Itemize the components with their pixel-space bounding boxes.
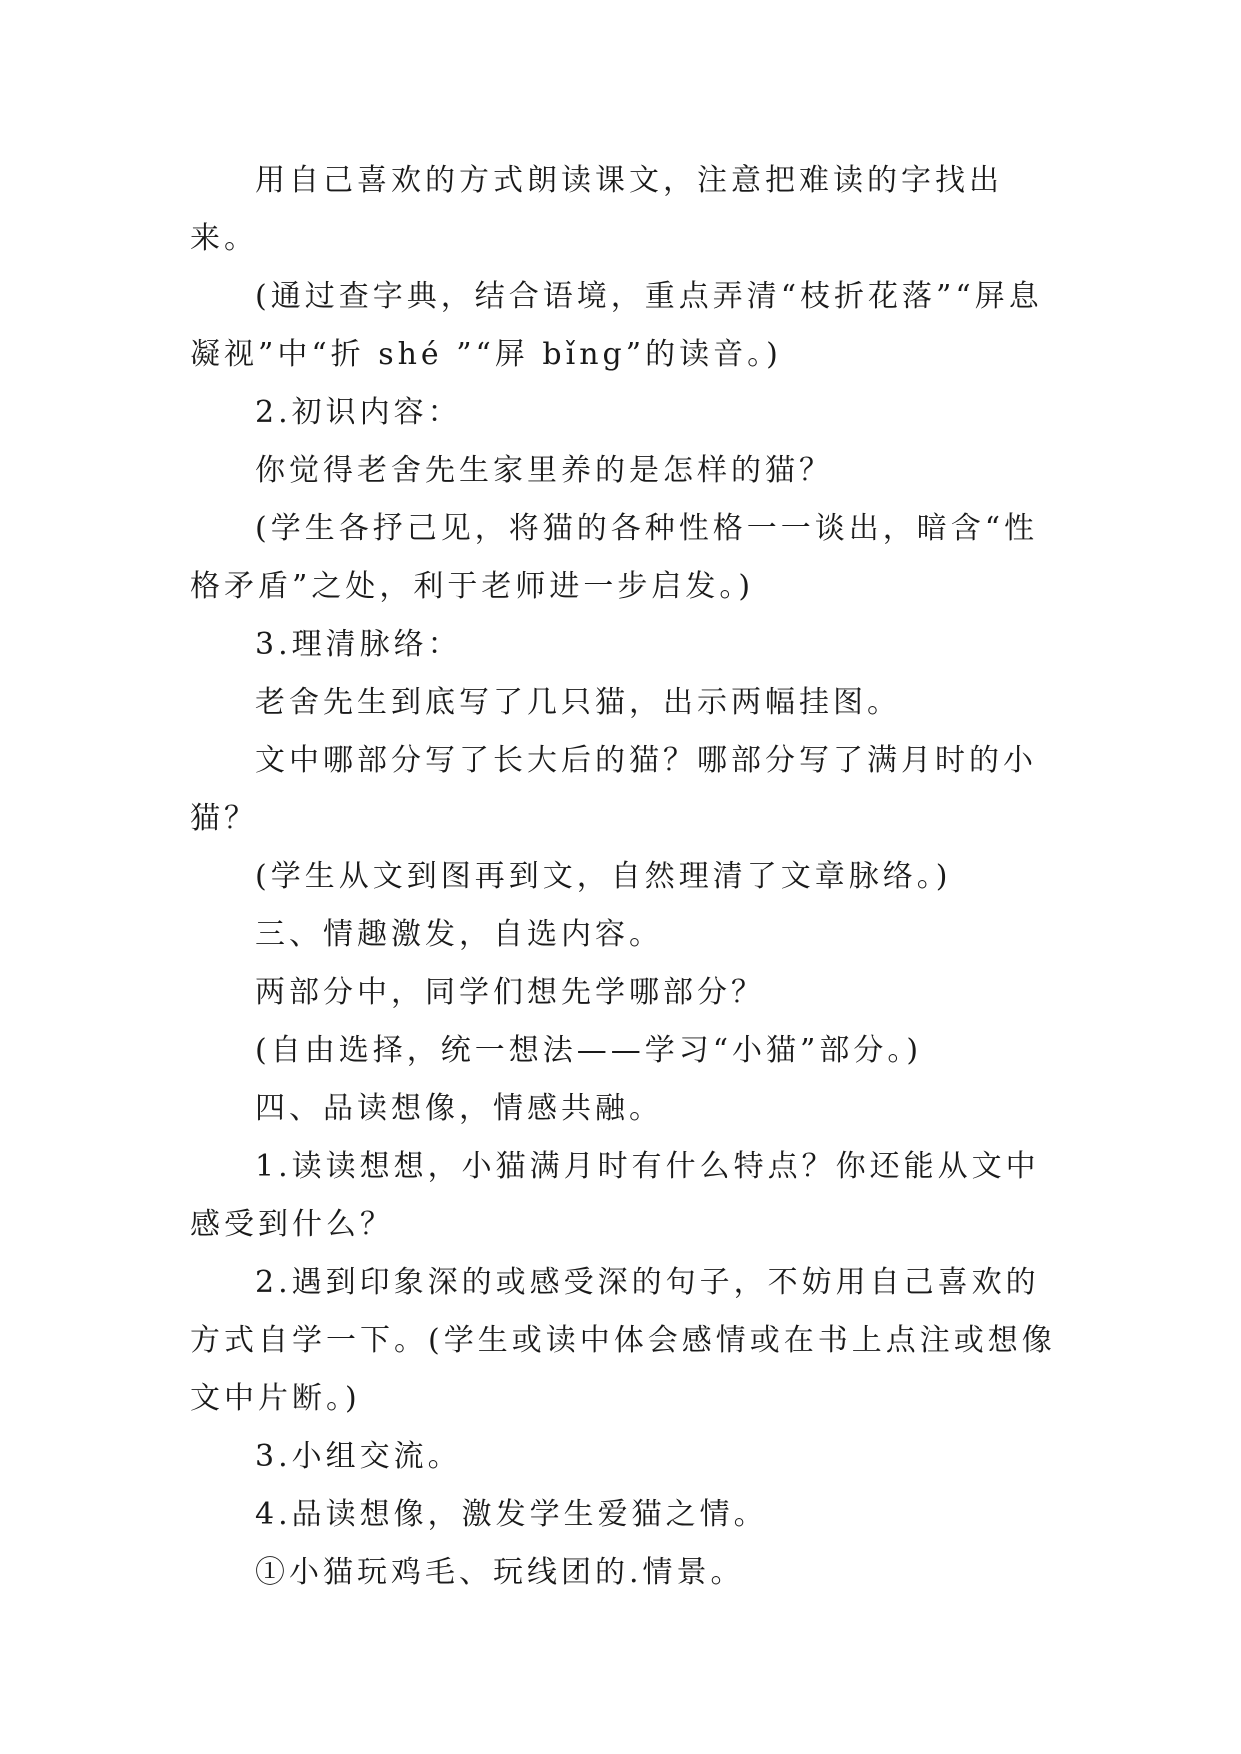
paragraph-how-many-cats: 老舍先生到底写了几只猫，出示两幅挂图。 — [255, 685, 901, 720]
paragraph-free-choice-note: (自由选择，统一想法——学习“小猫”部分。) — [255, 1033, 923, 1068]
paragraph-item-2: 2.遇到印象深的或感受深的句子，不妨用自己喜欢的方式自学一下。(学生或读中体会感情或在书上点注或想像文中片断。) — [190, 1265, 1056, 1416]
paragraph-item-4: 4.品读想像，激发学生爱猫之情。 — [255, 1497, 768, 1532]
paragraph-pronunciation-note: (通过查字典，结合语境，重点弄清“枝折花落”“屏息凝视”中“折 shé ”“屏 bǐng”的读音。) — [190, 279, 1043, 372]
paragraph-student-opinions-note: (学生各抒己见，将猫的各种性格一一谈出，暗含“性格矛盾”之处，利于老师进一步启发。) — [190, 511, 1039, 604]
paragraph-section-4-heading: 四、品读想像，情感共融。 — [255, 1091, 663, 1126]
paragraph-step-2-heading: 2.初识内容： — [255, 395, 462, 430]
paragraph-item-1: 1.读读想想，小猫满月时有什么特点？你还能从文中感受到什么？ — [190, 1149, 1040, 1242]
document-body — [190, 152, 1060, 1602]
paragraph-which-part-first: 两部分中，同学们想先学哪部分？ — [255, 975, 765, 1010]
paragraph-step-3-heading: 3.理清脉络： — [255, 627, 462, 662]
paragraph-question-cat: 你觉得老舍先生家里养的是怎样的猫？ — [255, 453, 833, 488]
paragraph-read-aloud-instruction: 用自己喜欢的方式朗读课文，注意把难读的字找出来。 — [190, 163, 1003, 256]
paragraph-structure-note: (学生从文到图再到文，自然理清了文章脉络。) — [255, 859, 952, 894]
paragraph-item-3: 3.小组交流。 — [255, 1439, 462, 1474]
paragraph-section-3-heading: 三、情趣激发，自选内容。 — [255, 917, 663, 952]
paragraph-which-part-question: 文中哪部分写了长大后的猫？哪部分写了满月时的小猫？ — [190, 743, 1037, 836]
paragraph-circled-item-1: ①小猫玩鸡毛、玩线团的.情景。 — [255, 1555, 745, 1590]
